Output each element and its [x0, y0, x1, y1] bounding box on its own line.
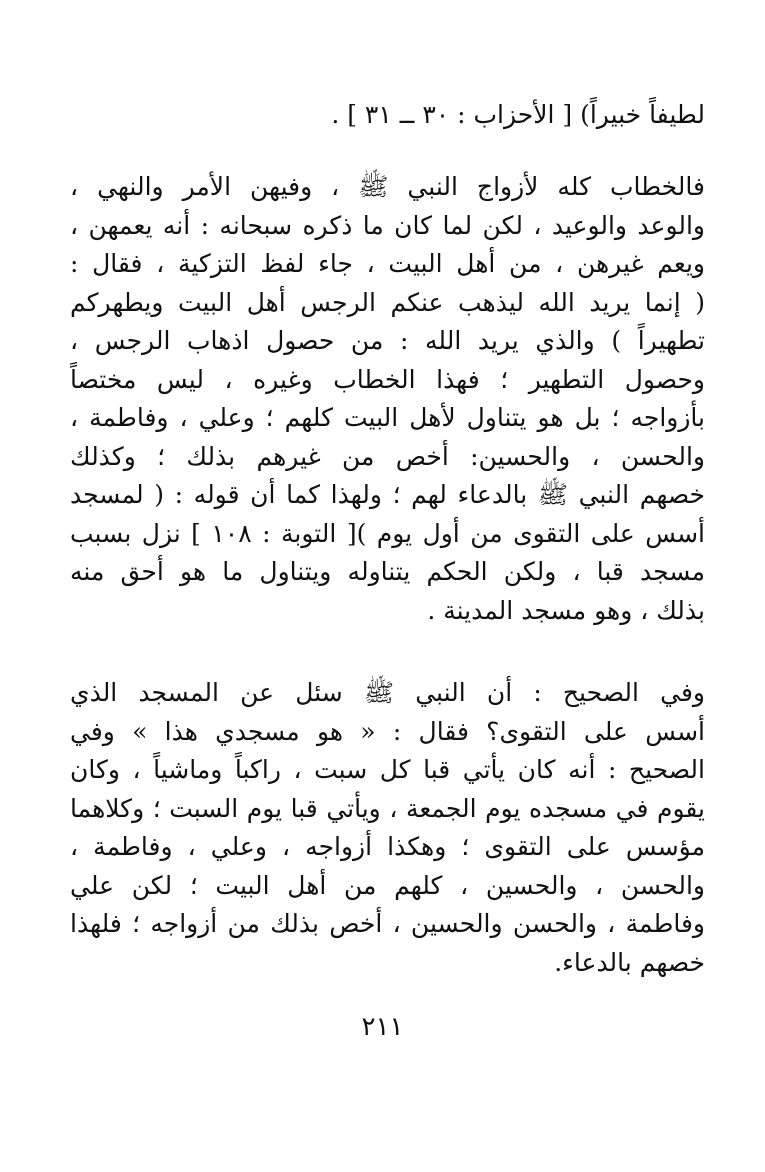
text-line: ويعم غيرهن ، من أهل البيت ، جاء لفظ التزكية ، فقال : [70, 249, 705, 278]
text-line: مسجد قبا ، ولكن الحكم يتناوله ويتناول ما هو أحق منه [70, 557, 705, 586]
text-line: تطهيراً ) والذي يريد الله : من حصول اذهاب الرجس ، [70, 326, 705, 355]
text-line: بذلك ، وهو مسجد المدينة . [427, 595, 705, 625]
text-line: والحسن ، والحسين: أخص من غيرهم بذلك ؛ وكذلك [70, 441, 705, 471]
text-line: فالخطاب كله لأزواج النبي ﷺ ، وفيهن الأمر والنهي ، [70, 172, 705, 201]
text-line: أسس على التقوى من أول يوم )[ التوبة : ١٠٨ ] نزل بسبب [70, 518, 705, 548]
text-line: الصحيح : أنه كان يأتي قبا كل سبت ، راكباً وماشياً ، وكان [70, 755, 705, 784]
text-line: لطيفاً خبيراً) [ الأحزاب : ٣٠ ــ ٣١ ] . [331, 100, 705, 129]
text-line: مؤسس على التقوى ؛ وهكذا أزواجه ، وعلي ، وفاطمة ، [70, 832, 705, 861]
text-line: بأزواجه ؛ بل هو يتناول لأهل البيت كلهم ؛ وعلي ، وفاطمة ، [70, 403, 705, 432]
page-number: ٢١١ [361, 1012, 404, 1042]
text-line: خصهم بالدعاء. [554, 947, 705, 977]
text-line: وفاطمة ، والحسن والحسين ، أخص بذلك من أزواجه ؛ فلهذا [70, 909, 705, 938]
text-line: يقوم في مسجده يوم الجمعة ، ويأتي قبا يوم السبت ؛ وكلاهما [70, 793, 705, 823]
paragraph-1 [70, 168, 705, 630]
text-line: خصهم النبي ﷺ بالدعاء لهم ؛ ولهذا كما أن قوله : ( لمسجد [70, 480, 705, 509]
paragraph-2 [70, 674, 705, 982]
text-line: أسس على التقوى؟ فقال : « هو مسجدي هذا » وفي [70, 716, 705, 746]
text-line: ( إنما يريد الله ليذهب عنكم الرجس أهل البيت ويطهركم [70, 287, 705, 317]
intro-line [70, 96, 705, 135]
text-line: والوعد والوعيد ، لكن لما كان ما ذكره سبحانه : أنه يعمهن ، [70, 210, 705, 240]
text-line: وفي الصحيح : أن النبي ﷺ سئل عن المسجد الذي [70, 678, 705, 707]
text-line: وحصول التطهير ؛ فهذا الخطاب وغيره ، ليس مختصاً [70, 364, 705, 394]
text-line: والحسن ، والحسين ، كلهم من أهل البيت ؛ لكن علي [70, 870, 705, 900]
